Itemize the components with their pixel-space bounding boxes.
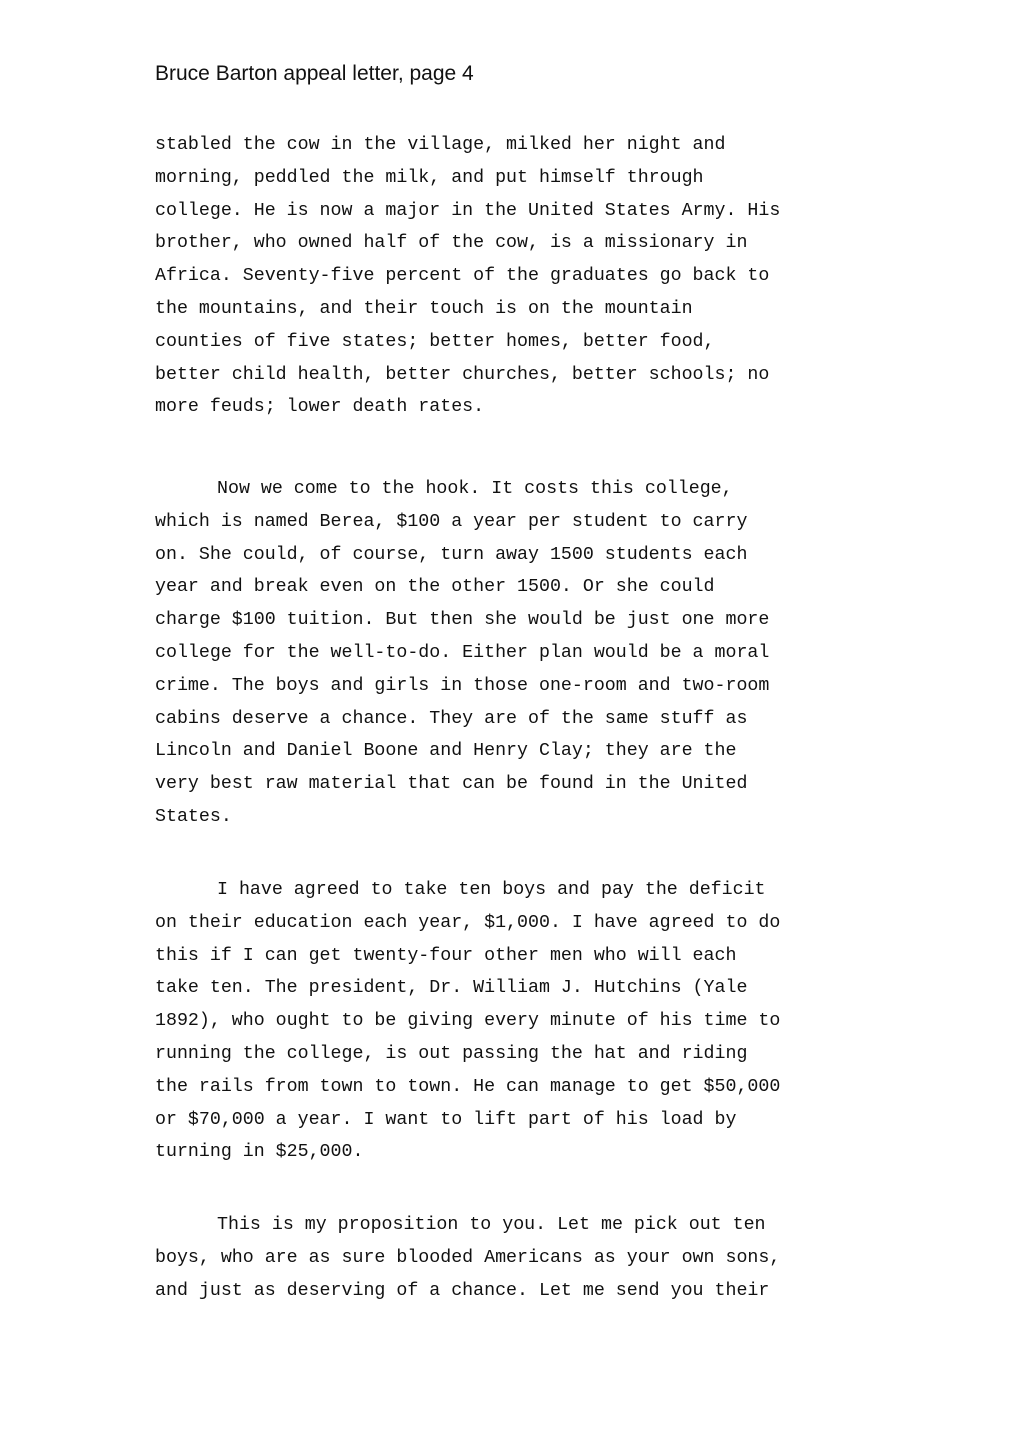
text-line: better child health, better churches, better schools; no bbox=[155, 364, 770, 385]
text-line-indented bbox=[155, 473, 875, 506]
text-line: the mountains, and their touch is on the mountain bbox=[155, 298, 693, 319]
text-line: take ten. The president, Dr. William J. Hutchins (Yale bbox=[155, 978, 748, 999]
paragraph-3 bbox=[155, 874, 875, 1169]
text-line: this if I can get twenty-four other men who will each bbox=[155, 945, 737, 966]
page-header: Bruce Barton appeal letter, page 4 bbox=[155, 62, 474, 85]
text-line: on. She could, of course, turn away 1500 students each bbox=[155, 544, 748, 565]
text-line: States. bbox=[155, 806, 232, 827]
text-line-indented bbox=[155, 1209, 875, 1242]
text-line: running the college, is out passing the hat and riding bbox=[155, 1043, 748, 1064]
text-line: crime. The boys and girls in those one-room and two-room bbox=[155, 675, 770, 696]
text-line-content: Now we come to the hook. It costs this college, bbox=[217, 479, 733, 499]
text-line: or $70,000 a year. I want to lift part of his load by bbox=[155, 1109, 737, 1130]
text-line: cabins deserve a chance. They are of the same stuff as bbox=[155, 708, 748, 729]
text-line: and just as deserving of a chance. Let me send you their bbox=[155, 1280, 770, 1301]
text-line: Lincoln and Daniel Boone and Henry Clay; they are the bbox=[155, 741, 737, 762]
paragraph-2 bbox=[155, 473, 875, 834]
text-line: which is named Berea, $100 a year per student to carry bbox=[155, 511, 748, 532]
text-line-indented bbox=[155, 874, 875, 907]
paragraph-1 bbox=[155, 129, 875, 424]
text-line: the rails from town to town. He can manage to get $50,000 bbox=[155, 1076, 781, 1097]
text-line: charge $100 tuition. But then she would be just one more bbox=[155, 610, 770, 631]
text-line: on their education each year, $1,000. I have agreed to do bbox=[155, 912, 781, 933]
text-line: college. He is now a major in the United States Army. His bbox=[155, 200, 781, 221]
text-line: brother, who owned half of the cow, is a missionary in bbox=[155, 233, 748, 254]
text-line: 1892), who ought to be giving every minute of his time to bbox=[155, 1011, 781, 1032]
text-line: counties of five states; better homes, better food, bbox=[155, 331, 715, 352]
text-line: more feuds; lower death rates. bbox=[155, 397, 485, 418]
text-line: turning in $25,000. bbox=[155, 1142, 364, 1163]
text-line: stabled the cow in the village, milked her night and bbox=[155, 135, 726, 155]
text-line: boys, who are as sure blooded Americans as your own sons, bbox=[155, 1247, 781, 1268]
text-line-content: This is my proposition to you. Let me pick out ten bbox=[217, 1215, 766, 1235]
text-line: college for the well-to-do. Either plan would be a moral bbox=[155, 642, 770, 663]
paragraph-4 bbox=[155, 1209, 875, 1307]
text-line: year and break even on the other 1500. Or she could bbox=[155, 577, 715, 598]
text-line: morning, peddled the milk, and put himself through bbox=[155, 167, 704, 188]
text-line: Africa. Seventy-five percent of the graduates go back to bbox=[155, 266, 770, 287]
text-line-content: I have agreed to take ten boys and pay the deficit bbox=[217, 880, 766, 900]
text-line: very best raw material that can be found in the United bbox=[155, 774, 748, 795]
